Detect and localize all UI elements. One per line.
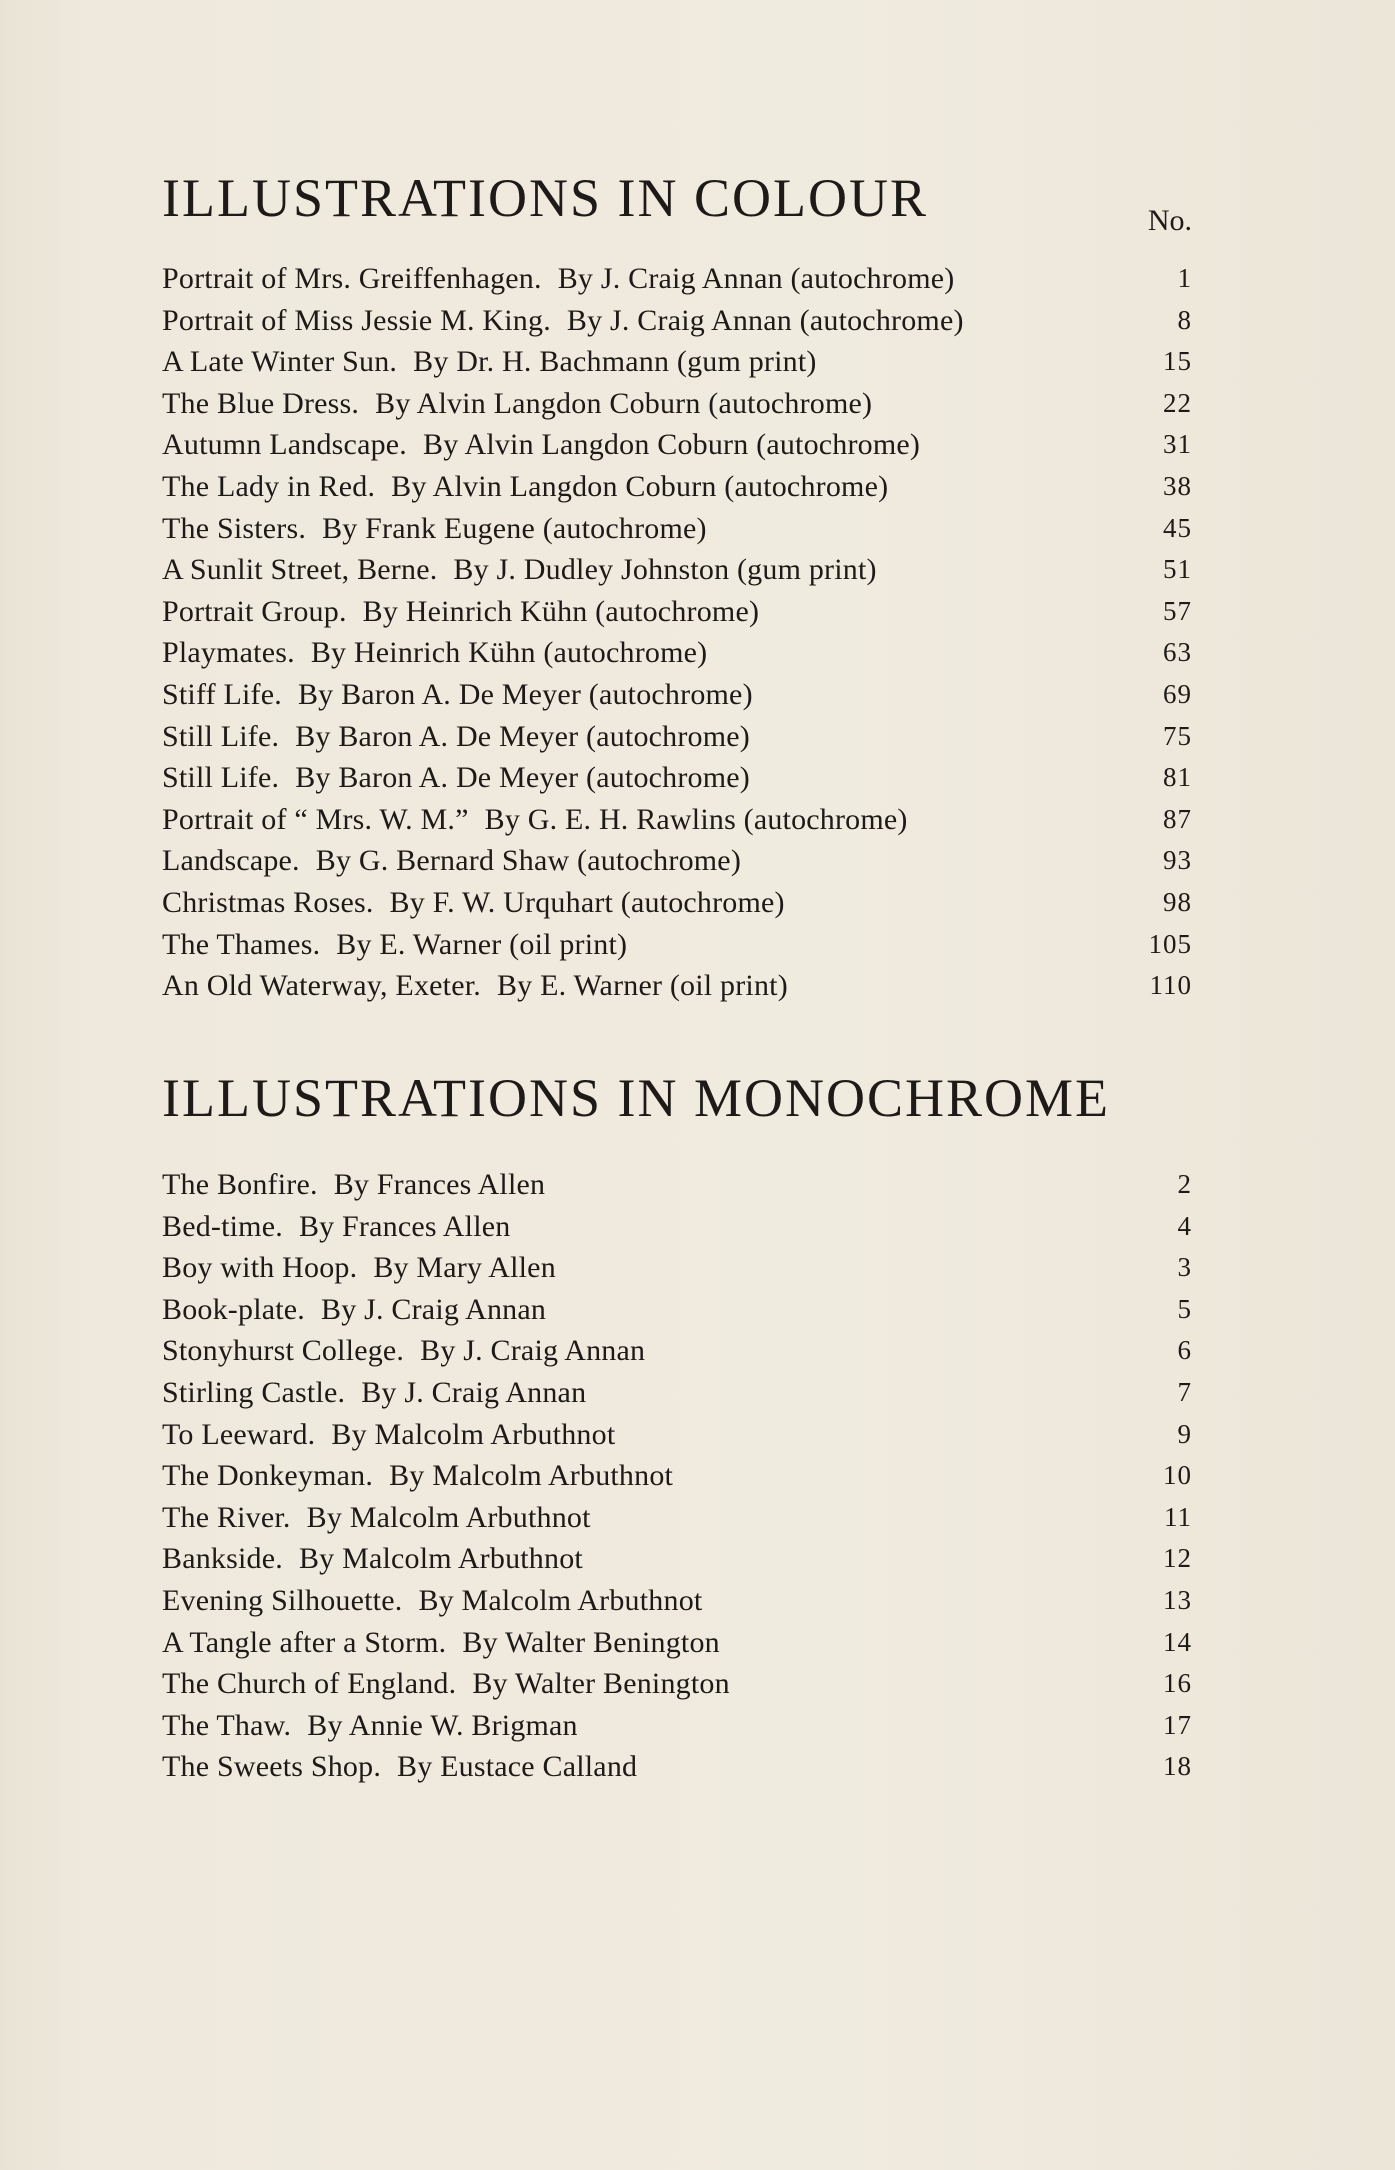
illustration-number: 10	[1163, 1460, 1192, 1491]
illustration-entry	[162, 341, 1192, 383]
illustration-credit: By J. Craig Annan (autochrome)	[566, 303, 964, 337]
illustration-number: 38	[1163, 470, 1192, 501]
illustration-credit: By Annie W. Brigman	[307, 1708, 578, 1742]
illustration-entry	[162, 549, 1192, 591]
monochrome-section-heading: ILLUSTRATIONS IN MONOCHROME	[162, 1068, 1111, 1128]
illustration-number: 105	[1148, 928, 1192, 959]
illustration-title: Book-plate.	[162, 1292, 306, 1326]
illustration-credit: By Mary Allen	[373, 1251, 556, 1285]
colour-illustrations-section	[162, 168, 1192, 1007]
illustration-entry	[162, 882, 1192, 924]
illustration-number: 2	[1177, 1169, 1192, 1199]
illustration-credit: By Malcolm Arbuthnot	[418, 1583, 703, 1617]
illustration-number: 110	[1149, 970, 1192, 1001]
illustration-number: 6	[1177, 1335, 1192, 1366]
illustration-credit: By Malcolm Arbuthnot	[306, 1500, 591, 1534]
monochrome-illustrations-section	[162, 1068, 1192, 1788]
illustration-title: Portrait of Mrs. Greiffenhagen.	[162, 262, 542, 295]
illustration-entry	[162, 1497, 1192, 1539]
illustration-entry	[162, 258, 1192, 300]
illustration-number: 18	[1163, 1751, 1192, 1782]
illustration-number: 5	[1177, 1293, 1192, 1324]
illustration-title: A Late Winter Sun.	[162, 345, 398, 379]
illustration-credit: By Walter Benington	[462, 1625, 720, 1659]
illustration-number: 63	[1163, 637, 1192, 668]
illustration-credit: By Alvin Langdon Coburn (autochrome)	[423, 428, 921, 462]
colour-illustration-list	[162, 258, 1192, 1007]
illustration-number: 1	[1177, 263, 1192, 293]
illustration-number: 16	[1163, 1668, 1192, 1699]
illustration-title: Christmas Roses.	[162, 885, 374, 919]
illustration-credit: By F. W. Urquhart (autochrome)	[389, 885, 785, 919]
illustration-entry	[162, 632, 1192, 674]
illustration-number: 14	[1163, 1626, 1192, 1657]
illustration-entry	[162, 466, 1192, 508]
illustration-entry	[162, 591, 1192, 633]
illustration-entry	[162, 383, 1192, 425]
illustration-entry	[162, 508, 1192, 550]
illustration-number: 51	[1163, 554, 1192, 585]
illustration-title: Stirling Castle.	[162, 1375, 346, 1409]
illustration-credit: By Heinrich Kühn (autochrome)	[362, 594, 760, 628]
illustration-entry	[162, 1746, 1192, 1788]
illustration-entry	[162, 1372, 1192, 1414]
illustration-entry	[162, 1164, 1192, 1206]
illustration-credit: By E. Warner (oil print)	[496, 969, 788, 1003]
illustration-title: Still Life.	[162, 719, 280, 753]
illustration-entry	[162, 1414, 1192, 1456]
colour-section-heading: ILLUSTRATIONS IN COLOUR	[162, 168, 928, 228]
illustration-title: Landscape.	[162, 844, 300, 878]
illustration-number: 8	[1177, 304, 1192, 335]
illustration-title: Boy with Hoop.	[162, 1251, 358, 1285]
illustration-credit: By Malcolm Arbuthnot	[298, 1542, 583, 1576]
illustration-title: The Lady in Red.	[162, 469, 376, 503]
illustration-number: 87	[1163, 803, 1192, 834]
illustration-number: 93	[1163, 845, 1192, 876]
illustration-title: Autumn Landscape.	[162, 428, 407, 462]
illustration-credit: By Malcolm Arbuthnot	[331, 1417, 616, 1451]
illustration-credit: By Walter Benington	[472, 1667, 730, 1701]
monochrome-illustration-list	[162, 1164, 1192, 1788]
illustration-number: 31	[1163, 429, 1192, 460]
illustration-title: Still Life.	[162, 761, 280, 795]
illustration-credit: By J. Craig Annan	[361, 1375, 587, 1409]
illustration-title: The Sweets Shop.	[162, 1750, 382, 1784]
illustration-entry	[162, 1247, 1192, 1289]
illustration-title: An Old Waterway, Exeter.	[162, 969, 481, 1003]
illustration-title: The Donkeyman.	[162, 1459, 374, 1493]
illustration-number: 12	[1163, 1543, 1192, 1574]
illustration-entry	[162, 1455, 1192, 1497]
illustration-entry	[162, 674, 1192, 716]
illustration-title: Portrait of Miss Jessie M. King.	[162, 303, 551, 337]
illustration-title: Bed-time.	[162, 1209, 283, 1243]
illustration-credit: By J. Craig Annan	[321, 1292, 547, 1326]
illustration-entry	[162, 840, 1192, 882]
illustration-entry	[162, 1663, 1192, 1705]
illustration-title: Portrait of “ Mrs. W. M.”	[162, 802, 469, 836]
illustration-number: 75	[1163, 720, 1192, 751]
illustration-title: Bankside.	[162, 1542, 283, 1576]
illustration-title: A Tangle after a Storm.	[162, 1625, 447, 1659]
illustration-entry	[162, 1705, 1192, 1747]
illustration-number: 13	[1163, 1584, 1192, 1615]
illustration-number: 81	[1163, 762, 1192, 793]
illustration-number: 15	[1163, 346, 1192, 377]
illustration-credit: By G. Bernard Shaw (autochrome)	[315, 844, 742, 878]
illustration-credit: By J. Craig Annan	[420, 1334, 646, 1368]
illustration-entry	[162, 1330, 1192, 1372]
illustration-entry	[162, 1580, 1192, 1622]
illustration-credit: By Alvin Langdon Coburn (autochrome)	[391, 469, 889, 503]
illustration-credit: By Baron A. De Meyer (autochrome)	[295, 719, 751, 753]
illustration-credit: By Baron A. De Meyer (autochrome)	[295, 761, 751, 795]
illustration-credit: By Baron A. De Meyer (autochrome)	[297, 677, 753, 711]
illustration-credit: By Frances Allen	[333, 1168, 546, 1201]
illustration-number: 45	[1163, 512, 1192, 543]
illustration-entry	[162, 757, 1192, 799]
illustration-title: A Sunlit Street, Berne.	[162, 553, 438, 587]
illustration-title: Stonyhurst College.	[162, 1334, 405, 1368]
illustration-title: The Blue Dress.	[162, 386, 360, 420]
illustration-title: The Sisters.	[162, 511, 307, 545]
illustration-credit: By G. E. H. Rawlins (autochrome)	[484, 802, 908, 836]
illustration-number: 11	[1164, 1501, 1192, 1532]
illustration-number: 9	[1177, 1418, 1192, 1449]
illustration-title: Playmates.	[162, 636, 295, 670]
illustration-credit: By E. Warner (oil print)	[336, 927, 628, 961]
illustration-number: 69	[1163, 678, 1192, 709]
illustration-entry	[162, 1538, 1192, 1580]
illustration-credit: By Malcolm Arbuthnot	[389, 1459, 674, 1493]
illustration-credit: By J. Dudley Johnston (gum print)	[453, 553, 877, 587]
illustration-entry	[162, 1206, 1192, 1248]
illustration-entry	[162, 300, 1192, 342]
illustration-number: 98	[1163, 886, 1192, 917]
illustration-number: 7	[1177, 1376, 1192, 1407]
illustration-title: The Church of England.	[162, 1667, 457, 1701]
colour-heading-row	[162, 168, 1192, 258]
illustration-credit: By Frances Allen	[298, 1209, 511, 1243]
illustration-title: Evening Silhouette.	[162, 1583, 403, 1617]
illustration-entry	[162, 924, 1192, 966]
illustration-title: The Bonfire.	[162, 1168, 318, 1201]
illustration-entry	[162, 716, 1192, 758]
illustration-number: 57	[1163, 595, 1192, 626]
illustration-title: Portrait Group.	[162, 594, 347, 628]
illustration-title: Stiff Life.	[162, 677, 282, 711]
number-column-label: No.	[1147, 204, 1192, 237]
illustration-title: The River.	[162, 1500, 291, 1534]
illustration-number: 17	[1163, 1709, 1192, 1740]
illustration-title: The Thames.	[162, 927, 321, 961]
monochrome-heading-row	[162, 1068, 1192, 1158]
illustration-number: 4	[1177, 1210, 1192, 1241]
illustration-title: To Leeward.	[162, 1417, 316, 1451]
illustration-number: 22	[1163, 387, 1192, 418]
illustration-credit: By Frank Eugene (autochrome)	[322, 511, 707, 545]
illustration-credit: By J. Craig Annan (autochrome)	[557, 262, 955, 295]
illustration-credit: By Heinrich Kühn (autochrome)	[310, 636, 708, 670]
illustration-number: 3	[1177, 1252, 1192, 1283]
illustration-entry	[162, 424, 1192, 466]
illustration-credit: By Alvin Langdon Coburn (autochrome)	[375, 386, 873, 420]
illustration-credit: By Dr. H. Bachmann (gum print)	[413, 345, 817, 379]
illustration-credit: By Eustace Calland	[397, 1750, 638, 1784]
illustration-entry	[162, 799, 1192, 841]
illustration-title: The Thaw.	[162, 1708, 292, 1742]
illustration-entry	[162, 1622, 1192, 1664]
illustration-entry	[162, 1289, 1192, 1331]
illustration-entry	[162, 965, 1192, 1007]
